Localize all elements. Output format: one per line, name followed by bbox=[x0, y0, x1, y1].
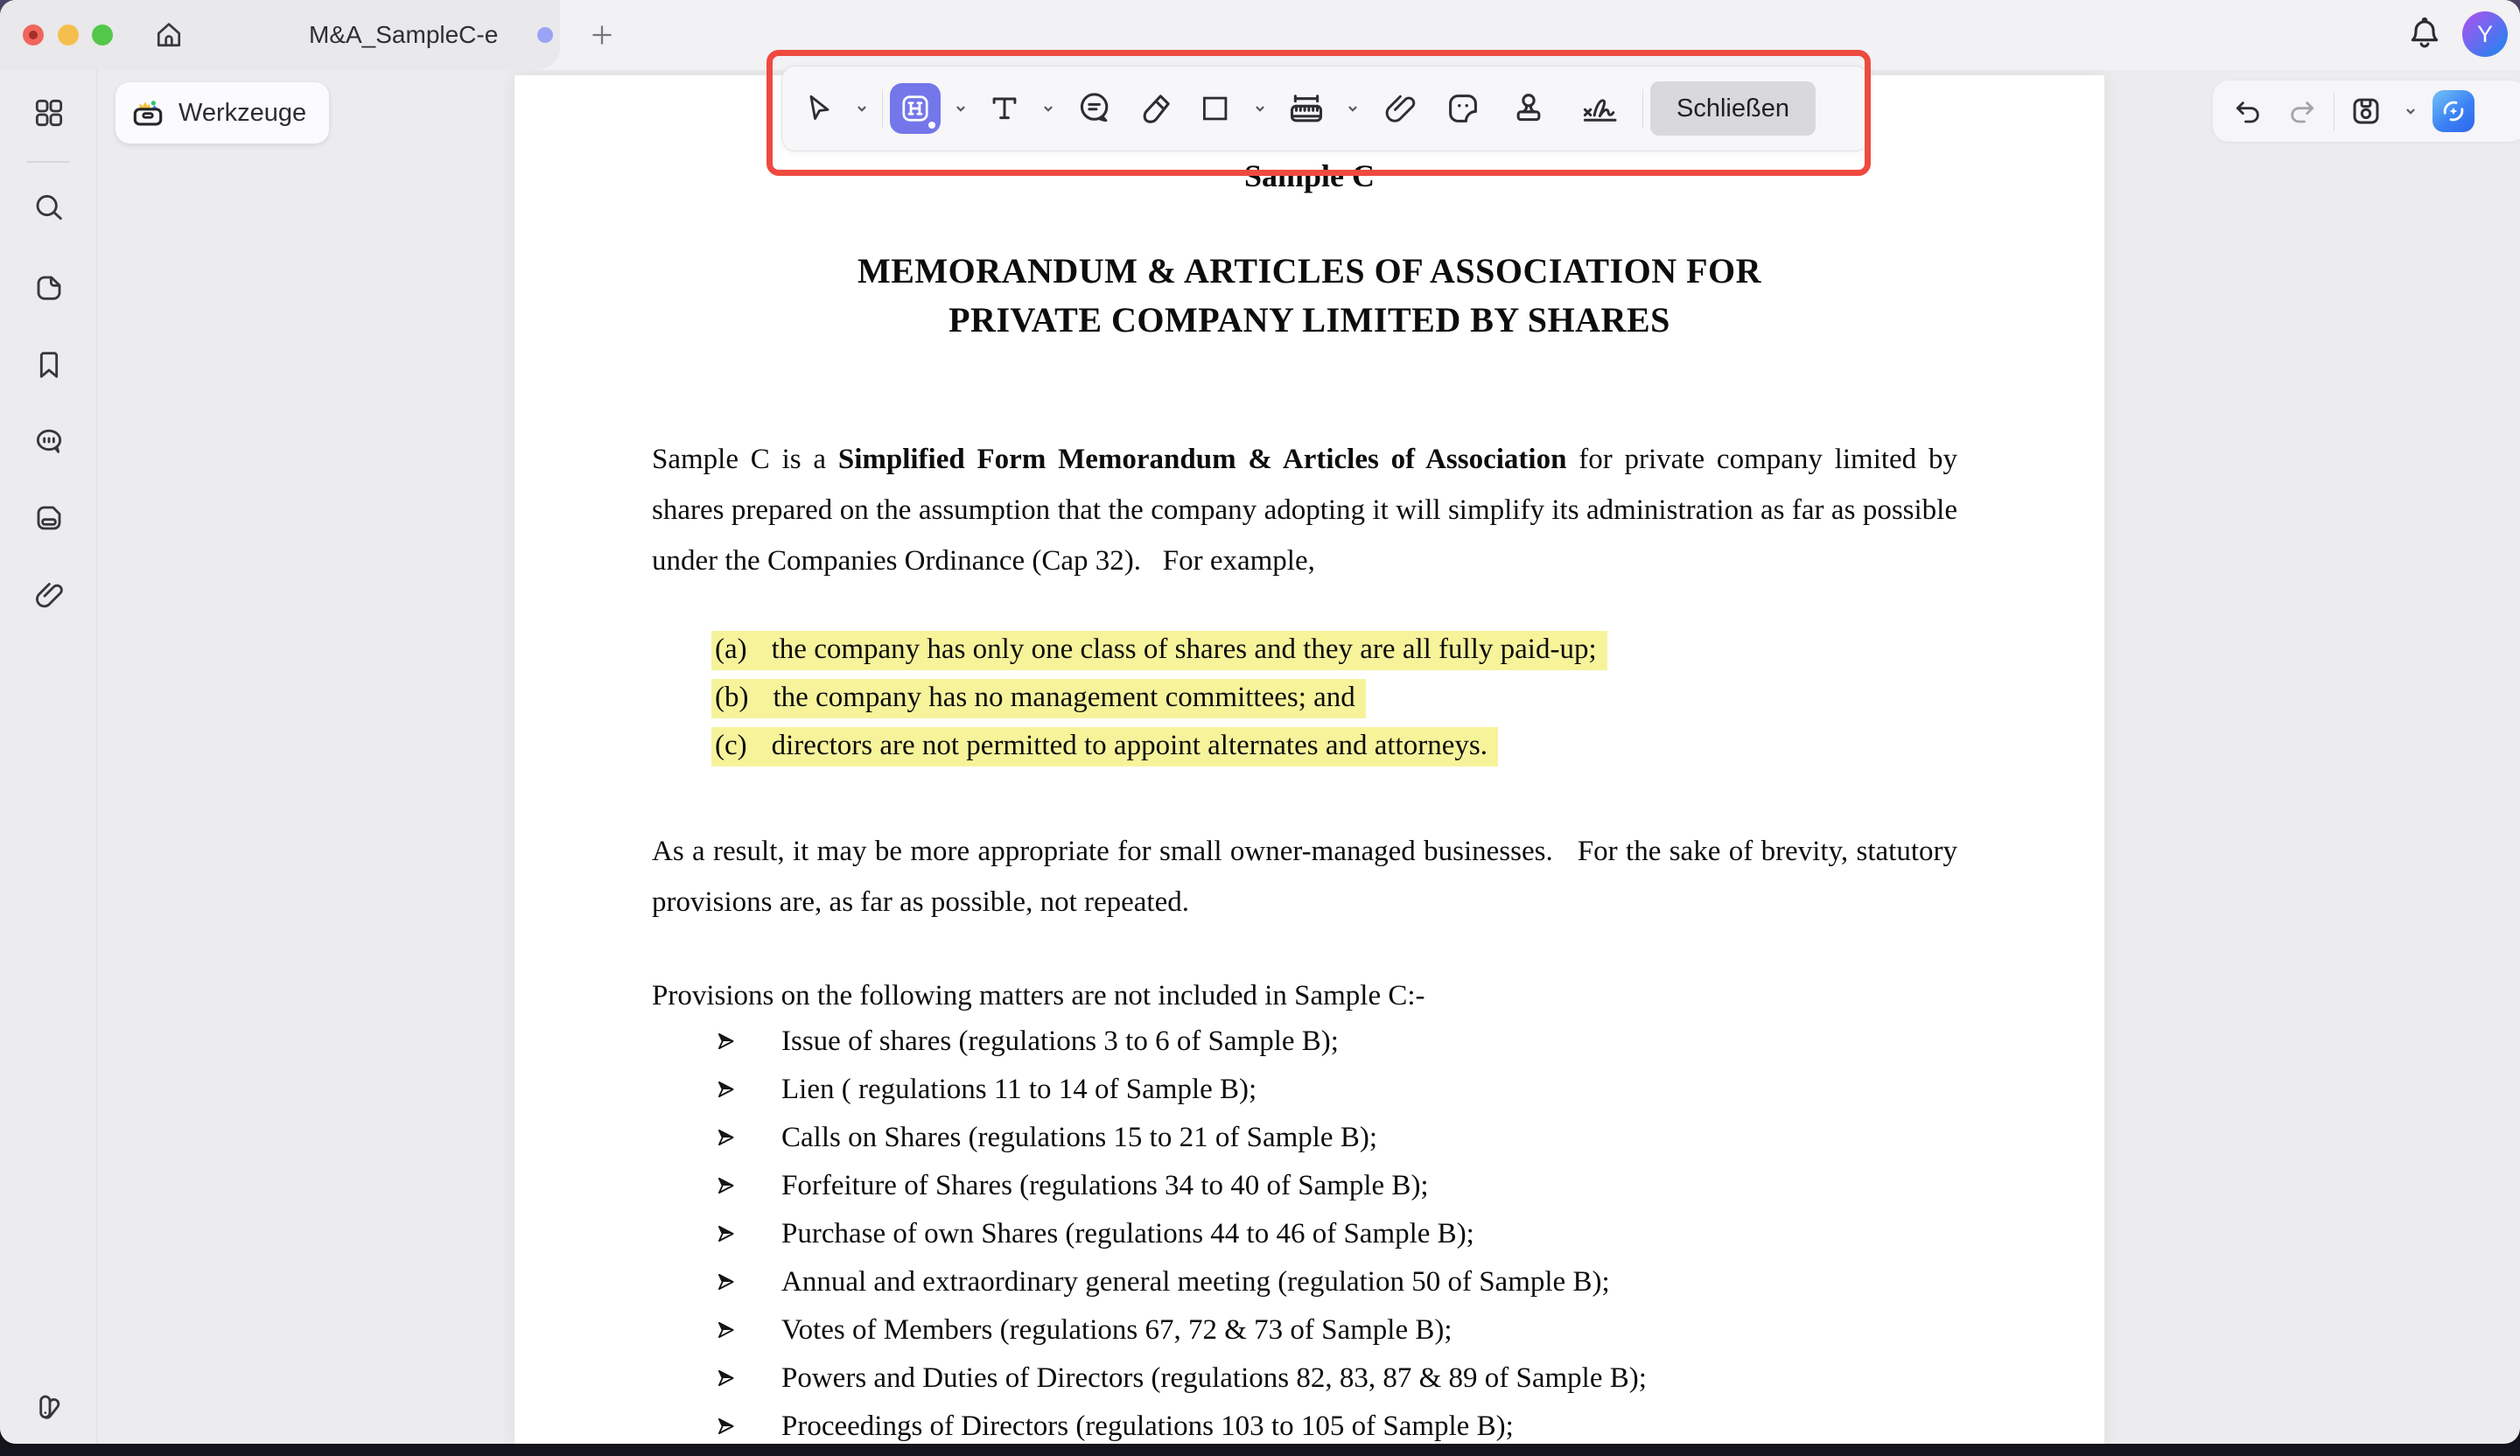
document-content bbox=[514, 75, 2104, 1444]
comments-icon[interactable] bbox=[32, 424, 66, 459]
ai-assistant-icon[interactable] bbox=[2432, 90, 2474, 132]
bullet-arrow-icon bbox=[715, 1319, 781, 1341]
user-avatar[interactable] bbox=[2462, 11, 2508, 57]
shape-tool-button[interactable] bbox=[1191, 80, 1240, 136]
left-sidebar bbox=[0, 70, 97, 1444]
close-annotation-label: Schließen bbox=[1676, 94, 1789, 122]
tools-button-label: Werkzeuge bbox=[178, 98, 307, 127]
attachment-tool-button[interactable] bbox=[1373, 80, 1427, 136]
history-save-card bbox=[2213, 80, 2520, 142]
save-button[interactable] bbox=[2343, 83, 2389, 139]
form-fields-icon[interactable] bbox=[32, 500, 66, 536]
bullet-arrow-icon bbox=[715, 1030, 781, 1053]
bullet-item: Powers and Duties of Directors (regulations 82, 83, 87 & 89 of Sample B); bbox=[715, 1362, 1647, 1395]
select-tool-button[interactable] bbox=[794, 80, 842, 136]
shape-tool-chevron-down-icon[interactable] bbox=[1247, 97, 1273, 120]
text-tool-chevron-down-icon[interactable] bbox=[1035, 97, 1061, 120]
doc-title-line2: PRIVATE COMPANY LIMITED BY SHARES bbox=[948, 300, 1670, 340]
tools-button[interactable] bbox=[116, 82, 329, 144]
bullet-item: Votes of Members (regulations 67, 72 & 73 of Sample B); bbox=[715, 1314, 1452, 1347]
bullet-arrow-icon bbox=[715, 1415, 781, 1438]
bullet-item: Annual and extraordinary general meeting (regulation 50 of Sample B); bbox=[715, 1266, 1610, 1298]
bullet-item: Forfeiture of Shares (regulations 34 to 40 of Sample B); bbox=[715, 1170, 1429, 1202]
bookmarks-icon[interactable] bbox=[32, 347, 66, 382]
signature-tool-button[interactable] bbox=[1565, 80, 1635, 136]
toolbar-divider bbox=[882, 89, 883, 128]
close-window-button[interactable] bbox=[23, 24, 44, 46]
doc-title-line1: MEMORANDUM & ARTICLES OF ASSOCIATION FOR bbox=[857, 251, 1762, 290]
avatar-initial: Y bbox=[2476, 20, 2493, 47]
titlebar bbox=[0, 0, 2520, 70]
undo-button[interactable] bbox=[2225, 83, 2271, 139]
bullet-arrow-icon bbox=[715, 1367, 781, 1390]
sticker-tool-button[interactable] bbox=[1434, 80, 1492, 136]
doc-paragraph-3: Provisions on the following matters are not included in Sample C:- bbox=[652, 980, 1425, 1012]
bullet-arrow-icon bbox=[715, 1078, 781, 1101]
annotation-toolbar bbox=[781, 66, 1869, 151]
save-chevron-down-icon[interactable] bbox=[2398, 100, 2424, 122]
bullet-item: Calls on Shares (regulations 15 to 21 of Sample B); bbox=[715, 1122, 1377, 1154]
doc-heading: Sample C bbox=[1243, 158, 1375, 193]
measure-tool-button[interactable] bbox=[1280, 80, 1333, 136]
pen-tool-button[interactable] bbox=[1128, 80, 1184, 136]
close-annotation-button[interactable] bbox=[1650, 81, 1816, 136]
bullet-arrow-icon bbox=[715, 1126, 781, 1149]
doc-paragraph-1: Sample C is a Simplified Form Memorandum & Articles of Association for private company limited by shares prepared on the assumption that the company adopting it will simplify its administration as far as possible under the Companies Ordinance (Cap 32). For example, bbox=[652, 444, 1957, 577]
toolbox-icon bbox=[130, 94, 166, 131]
highlighted-item-c[interactable]: (c) directors are not permitted to appoint alternates and attorneys. bbox=[711, 730, 1498, 762]
new-tab-button[interactable] bbox=[587, 20, 617, 50]
minimize-window-button[interactable] bbox=[58, 24, 79, 46]
comment-tool-button[interactable] bbox=[1068, 80, 1121, 136]
attachments-icon[interactable] bbox=[32, 578, 66, 612]
highlight-tool-chevron-down-icon[interactable] bbox=[948, 97, 974, 120]
highlighted-item-a[interactable]: (a) the company has only one class of shares and they are all fully paid-up; bbox=[711, 634, 1607, 666]
bullet-arrow-icon bbox=[715, 1270, 781, 1293]
highlighted-item-b[interactable]: (b) the company has no management committees; and bbox=[711, 682, 1366, 714]
stamp-tool-button[interactable] bbox=[1499, 80, 1558, 136]
page-thumbnails-icon[interactable] bbox=[32, 270, 66, 305]
tab-title: M&A_SampleC-e bbox=[309, 21, 499, 48]
document-page[interactable] bbox=[514, 75, 2104, 1444]
doc-paragraph-2: As a result, it may be more appropriate for small owner-managed businesses. For the sake of brevity, statutory provisions are, as far as possible, not repeated. bbox=[652, 836, 1957, 918]
text-tool-button[interactable] bbox=[981, 80, 1028, 136]
search-icon[interactable] bbox=[32, 191, 66, 226]
unsaved-indicator-dot bbox=[537, 27, 553, 43]
measure-tool-chevron-down-icon[interactable] bbox=[1340, 97, 1366, 120]
bullet-arrow-icon bbox=[715, 1222, 781, 1245]
select-tool-chevron-down-icon[interactable] bbox=[849, 97, 875, 120]
zoom-window-button[interactable] bbox=[92, 24, 113, 46]
highlight-tool-button[interactable] bbox=[890, 83, 941, 134]
swatches-icon[interactable] bbox=[32, 1390, 66, 1424]
bullet-item: Purchase of own Shares (regulations 44 to 46 of Sample B); bbox=[715, 1218, 1474, 1250]
bullet-item: Issue of shares (regulations 3 to 6 of Sample B); bbox=[715, 1026, 1339, 1058]
grid-menu-icon[interactable] bbox=[32, 95, 66, 130]
bullet-item: Proceedings of Directors (regulations 103 to 105 of Sample B); bbox=[715, 1410, 1514, 1443]
home-icon[interactable] bbox=[152, 18, 186, 52]
sidebar-divider bbox=[26, 161, 70, 163]
bullet-item: Lien ( regulations 11 to 14 of Sample B); bbox=[715, 1074, 1256, 1106]
bullet-arrow-icon bbox=[715, 1174, 781, 1197]
notifications-bell-icon[interactable] bbox=[2404, 14, 2445, 54]
redo-button[interactable] bbox=[2279, 83, 2325, 139]
toolbar-divider bbox=[1642, 89, 1643, 128]
